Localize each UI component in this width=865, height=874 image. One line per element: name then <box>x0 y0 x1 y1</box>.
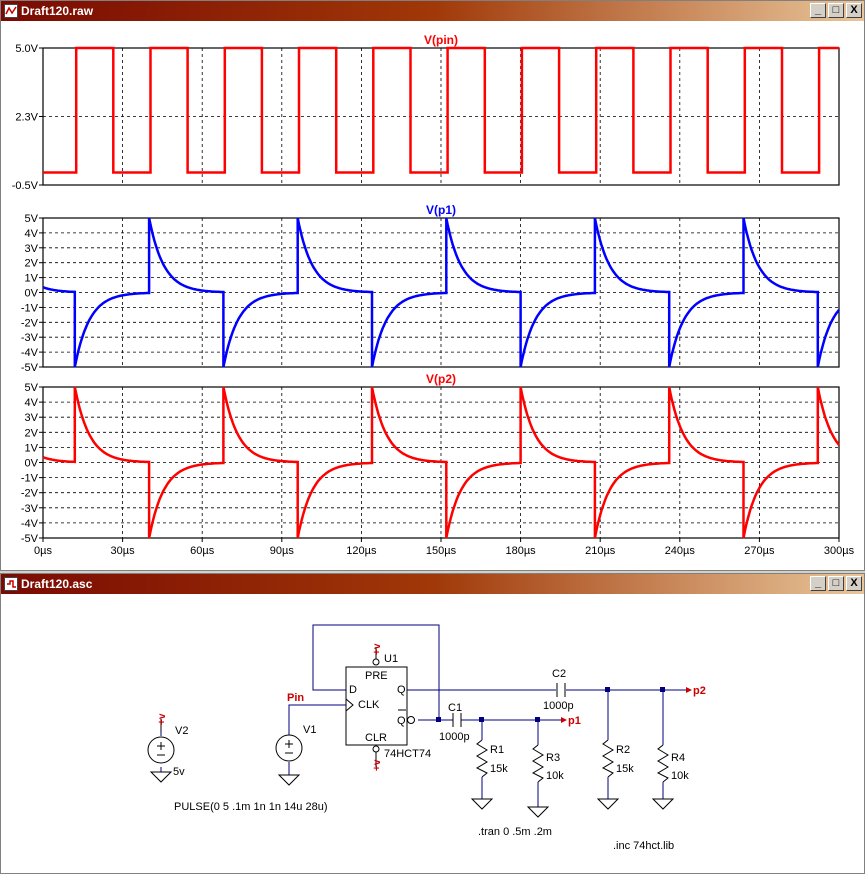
r1-resistor[interactable] <box>477 740 487 777</box>
junction-qbar <box>436 717 441 722</box>
c2-capacitor[interactable] <box>557 683 565 697</box>
v1-ground-symbol <box>279 775 299 785</box>
y-tick-label: 3V <box>24 242 38 255</box>
u1-part-label: 74HCT74 <box>384 748 432 760</box>
r2-label: R2 <box>616 744 631 756</box>
r1-label: R1 <box>490 744 505 756</box>
x-tick-label: 60µs <box>190 545 215 557</box>
x-tick-label: 240µs <box>664 545 695 557</box>
r4-label: R4 <box>671 752 686 764</box>
y-tick-label: 5V <box>24 382 38 394</box>
p2-flag-arrow <box>686 687 692 693</box>
u1-label: U1 <box>384 653 399 665</box>
r1-ground-symbol <box>472 799 492 809</box>
x-tick-label: 270µs <box>744 545 775 557</box>
junction-r4 <box>660 687 665 692</box>
v2-label: V2 <box>175 725 189 737</box>
y-tick-label: -2V <box>20 317 38 330</box>
x-tick-label: 30µs <box>110 545 135 557</box>
schematic-window-title: Draft120.asc <box>21 577 93 591</box>
y-tick-label: 3V <box>24 412 38 425</box>
r2-value: 15k <box>616 763 634 775</box>
c2-value: 1000p <box>543 700 574 712</box>
r2-ground-symbol <box>598 799 618 809</box>
net-label-p1: p1 <box>568 715 581 727</box>
plot-close-button[interactable]: X <box>846 3 862 18</box>
c1-label: C1 <box>448 702 463 714</box>
schematic-maximize-button[interactable]: □ <box>828 576 844 591</box>
y-tick-label: 2V <box>24 427 38 440</box>
u1-clk-pin: CLK <box>358 699 380 711</box>
inc-directive[interactable]: .inc 74hct.lib <box>613 840 675 852</box>
r3-label: R3 <box>546 752 561 764</box>
y-tick-label: -0.5V <box>11 180 38 192</box>
schematic-window[interactable] <box>0 573 865 874</box>
r3-ground-symbol <box>528 807 548 817</box>
r3-value: 10k <box>546 770 564 782</box>
plot-window-title: Draft120.raw <box>21 4 94 18</box>
r4-ground-symbol <box>653 799 673 809</box>
net-label-p2: p2 <box>693 685 706 697</box>
y-tick-label: -5V <box>20 362 38 374</box>
y-tick-label: -1V <box>20 472 38 485</box>
x-tick-label: 0µs <box>34 545 52 557</box>
schematic-window-titlebar[interactable] <box>1 574 864 594</box>
y-tick-label: -4V <box>20 517 38 530</box>
y-tick-label: 0V <box>24 457 38 470</box>
trace-title: V(p1) <box>426 203 456 217</box>
net-label-pin: Pin <box>287 692 305 704</box>
y-tick-label: 0V <box>24 287 38 300</box>
trace-title: V(p2) <box>426 372 456 386</box>
waveform-plot[interactable] <box>1 22 864 571</box>
u1-q-pin: Q <box>397 684 406 696</box>
u1-clr-pin: CLR <box>365 732 388 744</box>
x-tick-label: 300µs <box>823 545 855 557</box>
c2-label: C2 <box>552 668 567 680</box>
v1-spec: PULSE(0 5 .1m 1n 1n 14u 28u) <box>174 801 328 813</box>
schematic-close-button[interactable]: X <box>846 576 862 591</box>
u1-d-pin: D <box>349 684 357 696</box>
plot-maximize-button[interactable]: □ <box>828 3 844 18</box>
x-tick-label: 180µs <box>505 545 536 557</box>
r3-resistor[interactable] <box>533 745 543 782</box>
y-tick-label: -3V <box>20 502 38 515</box>
plot-window-titlebar[interactable] <box>1 1 864 21</box>
u1-pre-supply-flag: +v <box>372 643 383 655</box>
y-tick-label: 1V <box>24 442 38 455</box>
x-tick-label: 150µs <box>425 545 457 557</box>
r4-resistor[interactable] <box>658 745 668 782</box>
tran-directive[interactable]: .tran 0 .5m .2m <box>478 826 552 838</box>
y-tick-label: -5V <box>20 533 38 545</box>
y-tick-label: 2V <box>24 257 38 270</box>
v2-ground-symbol <box>151 772 171 782</box>
x-tick-label: 210µs <box>585 545 616 557</box>
u1-clr-supply-flag: +v <box>372 759 383 771</box>
v2-supply-flag: +v <box>157 713 168 725</box>
plot-minimize-button[interactable]: _ <box>810 3 826 18</box>
y-tick-label: 5V <box>24 213 38 225</box>
schematic-app-icon <box>4 577 18 591</box>
junction-r3 <box>535 717 540 722</box>
schematic-canvas[interactable] <box>1 595 864 874</box>
waveform-app-icon <box>4 4 18 18</box>
y-tick-label: 1V <box>24 272 38 285</box>
r4-value: 10k <box>671 770 689 782</box>
y-tick-label: 4V <box>24 397 38 410</box>
y-tick-label: -1V <box>20 302 38 315</box>
r2-resistor[interactable] <box>603 740 613 777</box>
y-tick-label: -3V <box>20 332 38 345</box>
c1-value: 1000p <box>439 731 470 743</box>
trace-title: V(pin) <box>424 33 458 47</box>
y-tick-label: -4V <box>20 347 38 360</box>
x-tick-label: 90µs <box>269 545 294 557</box>
r1-value: 15k <box>490 763 508 775</box>
junction-r2 <box>605 687 610 692</box>
u1-qbar-pin: Q <box>397 715 406 727</box>
p1-flag-arrow <box>561 717 567 723</box>
pin-wire <box>289 705 346 735</box>
c1-capacitor[interactable] <box>453 713 461 727</box>
u1-pre-pin: PRE <box>365 670 388 682</box>
y-tick-label: 4V <box>24 227 38 240</box>
v1-label: V1 <box>303 724 317 736</box>
v2-value: 5v <box>173 766 185 778</box>
junction-r1 <box>479 717 484 722</box>
y-tick-label: -2V <box>20 487 38 500</box>
schematic-minimize-button[interactable]: _ <box>810 576 826 591</box>
y-tick-label: 2.3V <box>15 111 38 124</box>
v1-source[interactable] <box>276 735 302 761</box>
y-tick-label: 5.0V <box>15 43 38 55</box>
x-tick-label: 120µs <box>346 545 377 557</box>
